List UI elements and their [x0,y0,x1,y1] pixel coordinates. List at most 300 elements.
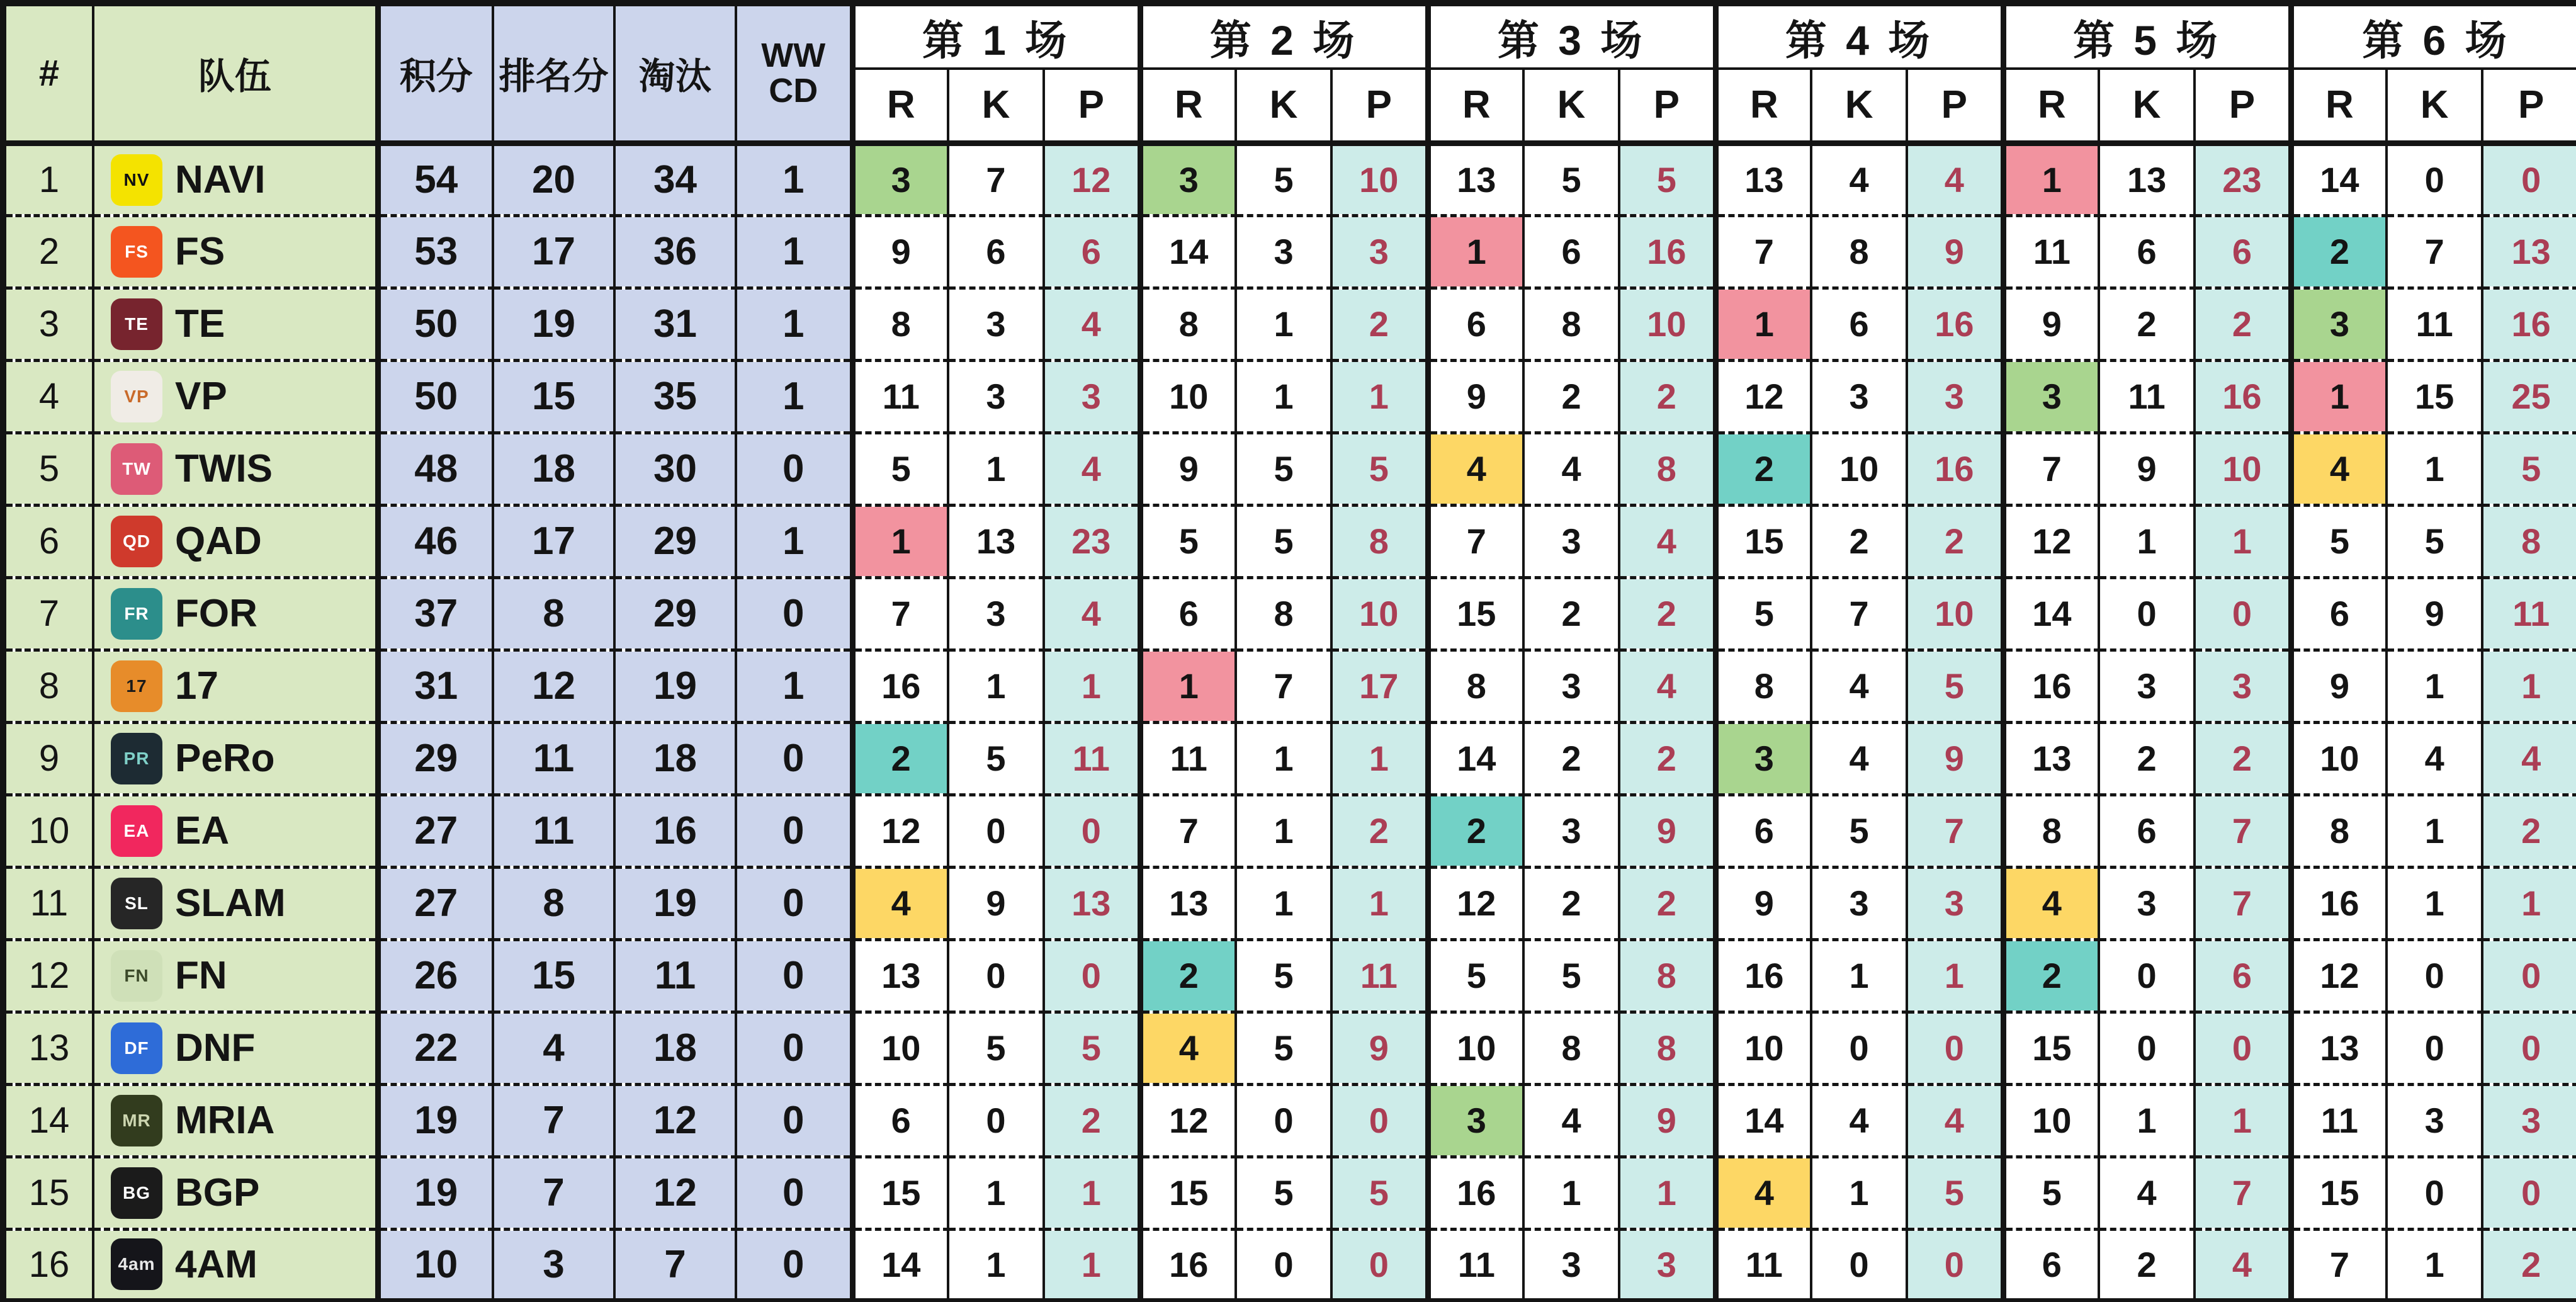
game-2-r-cell: 1 [1140,650,1236,722]
game-3-p-cell: 8 [1619,433,1715,505]
game-2-p-cell: 5 [1331,433,1428,505]
game-2-p-cell: 10 [1331,143,1428,215]
game-5-k-cell: 0 [2099,1012,2195,1084]
game-2-r-cell: 15 [1140,1157,1236,1229]
wwcd-cell: 1 [736,360,852,433]
game-2-k-cell: 1 [1236,288,1331,360]
wwcd-header-line2: CD [769,72,818,110]
game-6-k-cell: 15 [2387,360,2482,433]
rank-points-cell: 4 [493,1012,614,1084]
game-5-r-header: R [2003,69,2099,143]
team-wrap [94,588,375,640]
game-5-r-cell: 7 [2003,433,2099,505]
game-5-k-cell: 11 [2099,360,2195,433]
game-5-p-cell: 3 [2195,650,2291,722]
game-4-p-cell: 9 [1907,215,2003,288]
game-6-r-cell: 4 [2291,433,2387,505]
game-6-k-cell: 1 [2387,650,2482,722]
game-6-k-cell: 7 [2387,215,2482,288]
rank-points-cell: 8 [493,577,614,650]
game-3-k-header: K [1523,69,1619,143]
game-3-k-cell: 1 [1523,1157,1619,1229]
game-4-r-cell: 15 [1715,505,1811,577]
game-4-p-cell: 3 [1907,360,2003,433]
game-6-p-cell: 4 [2482,722,2576,795]
game-5-k-cell: 2 [2099,288,2195,360]
game-4-k-cell: 3 [1811,867,1907,939]
game-3-r-cell: 6 [1428,288,1523,360]
game-3-r-cell: 4 [1428,433,1523,505]
team-wrap [94,443,375,495]
game-3-k-cell: 4 [1523,1084,1619,1157]
game-4-r-cell: 10 [1715,1012,1811,1084]
game-2-p-cell: 1 [1331,360,1428,433]
team-logo: NV [111,154,162,206]
game-5-k-cell: 0 [2099,577,2195,650]
game-2-p-cell: 8 [1331,505,1428,577]
game-4-r-cell: 12 [1715,360,1811,433]
game-2-r-cell: 16 [1140,1229,1236,1301]
game-5-p-cell: 4 [2195,1229,2291,1301]
game-3-p-cell: 16 [1619,215,1715,288]
rank-cell: 12 [3,939,93,1012]
rank-cell: 16 [3,1229,93,1301]
team-row [3,722,2576,795]
game-2-p-cell: 0 [1331,1229,1428,1301]
kills-cell: 36 [614,215,736,288]
game-6-r-cell: 2 [2291,215,2387,288]
game-4-k-cell: 2 [1811,505,1907,577]
rank-cell: 13 [3,1012,93,1084]
game-3-r-cell: 8 [1428,650,1523,722]
points-cell: 29 [378,722,493,795]
wwcd-col-header [736,3,852,143]
game-5-r-cell: 14 [2003,577,2099,650]
rank-cell: 7 [3,577,93,650]
game-1-r-cell: 3 [852,143,948,215]
game-1-p-cell: 0 [1044,939,1140,1012]
rank-points-cell: 3 [493,1229,614,1301]
game-3-r-cell: 10 [1428,1012,1523,1084]
team-cell [93,650,378,722]
team-cell [93,433,378,505]
game-6-p-cell: 3 [2482,1084,2576,1157]
team-logo: QD [111,516,162,567]
game-6-r-cell: 12 [2291,939,2387,1012]
rank-points-cell: 20 [493,143,614,215]
team-logo: EA [111,805,162,857]
game-6-k-cell: 3 [2387,1084,2482,1157]
kills-cell: 16 [614,795,736,867]
game-1-r-cell: 1 [852,505,948,577]
rank-points-cell: 18 [493,433,614,505]
game-5-header: 第 5 场 [2003,3,2291,69]
game-3-r-cell: 7 [1428,505,1523,577]
game-2-p-cell: 2 [1331,288,1428,360]
wwcd-cell: 0 [736,795,852,867]
team-row [3,215,2576,288]
team-row [3,650,2576,722]
game-1-p-cell: 1 [1044,1229,1140,1301]
game-4-r-cell: 1 [1715,288,1811,360]
game-3-p-cell: 2 [1619,360,1715,433]
rank-points-cell: 19 [493,288,614,360]
game-1-r-cell: 10 [852,1012,948,1084]
team-wrap [94,950,375,1002]
game-5-p-cell: 1 [2195,505,2291,577]
game-5-p-cell: 0 [2195,577,2291,650]
game-6-k-cell: 1 [2387,433,2482,505]
game-3-k-cell: 6 [1523,215,1619,288]
game-2-p-cell: 5 [1331,1157,1428,1229]
game-6-p-cell: 16 [2482,288,2576,360]
game-1-k-cell: 6 [948,215,1044,288]
game-6-k-cell: 11 [2387,288,2482,360]
team-name: 4AM [175,1242,257,1286]
game-3-r-cell: 13 [1428,143,1523,215]
game-4-p-cell: 4 [1907,143,2003,215]
team-logo: FR [111,588,162,640]
game-6-k-cell: 1 [2387,795,2482,867]
game-3-k-cell: 5 [1523,143,1619,215]
rank-points-cell: 17 [493,505,614,577]
rank-cell: 3 [3,288,93,360]
game-6-p-cell: 0 [2482,1157,2576,1229]
team-cell [93,1229,378,1301]
team-wrap [94,1022,375,1074]
game-2-r-cell: 7 [1140,795,1236,867]
rank-cell: 14 [3,1084,93,1157]
game-4-k-cell: 4 [1811,1084,1907,1157]
game-2-r-cell: 9 [1140,433,1236,505]
game-4-k-cell: 6 [1811,288,1907,360]
game-3-r-cell: 11 [1428,1229,1523,1301]
team-logo: BG [111,1167,162,1219]
kills-cell: 31 [614,288,736,360]
team-name: FN [175,954,227,997]
game-2-r-cell: 14 [1140,215,1236,288]
game-4-p-cell: 5 [1907,650,2003,722]
game-2-p-cell: 1 [1331,722,1428,795]
team-name: BGP [175,1171,260,1214]
game-3-k-cell: 2 [1523,867,1619,939]
rank-points-col-header: 排名分 [493,3,614,143]
game-3-r-cell: 16 [1428,1157,1523,1229]
rank-cell: 4 [3,360,93,433]
game-4-k-header: K [1811,69,1907,143]
points-cell: 26 [378,939,493,1012]
team-logo: MR [111,1095,162,1146]
game-5-r-cell: 10 [2003,1084,2099,1157]
game-6-r-cell: 13 [2291,1012,2387,1084]
team-wrap [94,1238,375,1290]
game-3-k-cell: 2 [1523,360,1619,433]
game-3-k-cell: 5 [1523,939,1619,1012]
game-1-r-cell: 5 [852,433,948,505]
game-5-k-cell: 1 [2099,1084,2195,1157]
rank-points-cell: 12 [493,650,614,722]
points-cell: 27 [378,795,493,867]
game-4-r-cell: 7 [1715,215,1811,288]
points-cell: 19 [378,1084,493,1157]
game-3-p-cell: 10 [1619,288,1715,360]
game-6-p-cell: 0 [2482,939,2576,1012]
team-row [3,939,2576,1012]
game-5-r-cell: 13 [2003,722,2099,795]
game-4-p-cell: 16 [1907,288,2003,360]
game-3-k-cell: 3 [1523,650,1619,722]
rank-points-cell: 11 [493,795,614,867]
game-6-p-cell: 5 [2482,433,2576,505]
game-5-r-cell: 1 [2003,143,2099,215]
team-wrap [94,516,375,567]
game-5-p-cell: 7 [2195,795,2291,867]
game-2-p-cell: 11 [1331,939,1428,1012]
game-3-header: 第 3 场 [1428,3,1715,69]
game-5-k-cell: 9 [2099,433,2195,505]
points-col-header: 积分 [378,3,493,143]
game-1-p-cell: 0 [1044,795,1140,867]
team-logo: TE [111,298,162,350]
team-col-header: 队伍 [93,3,378,143]
game-6-r-cell: 9 [2291,650,2387,722]
game-1-p-cell: 12 [1044,143,1140,215]
game-6-r-cell: 8 [2291,795,2387,867]
game-2-k-cell: 1 [1236,795,1331,867]
wwcd-cell: 1 [736,143,852,215]
game-6-p-header: P [2482,69,2576,143]
game-1-k-cell: 0 [948,795,1044,867]
game-1-k-cell: 3 [948,360,1044,433]
game-1-r-cell: 15 [852,1157,948,1229]
game-3-p-cell: 1 [1619,1157,1715,1229]
game-1-k-cell: 9 [948,867,1044,939]
game-4-r-cell: 6 [1715,795,1811,867]
game-5-r-cell: 9 [2003,288,2099,360]
game-3-k-cell: 2 [1523,577,1619,650]
wwcd-header-line1: WW [761,37,826,75]
game-5-p-cell: 1 [2195,1084,2291,1157]
game-4-k-cell: 0 [1811,1229,1907,1301]
points-cell: 46 [378,505,493,577]
game-2-r-cell: 4 [1140,1012,1236,1084]
game-5-r-cell: 5 [2003,1157,2099,1229]
game-5-p-header: P [2195,69,2291,143]
game-6-r-cell: 3 [2291,288,2387,360]
game-4-r-cell: 8 [1715,650,1811,722]
game-1-r-cell: 16 [852,650,948,722]
game-5-r-cell: 8 [2003,795,2099,867]
rank-points-cell: 7 [493,1157,614,1229]
team-row [3,1157,2576,1229]
team-wrap [94,660,375,712]
game-2-k-cell: 5 [1236,1012,1331,1084]
game-2-k-cell: 1 [1236,722,1331,795]
game-6-p-cell: 1 [2482,867,2576,939]
game-6-k-cell: 4 [2387,722,2482,795]
kills-cell: 19 [614,650,736,722]
game-5-p-cell: 7 [2195,867,2291,939]
game-4-p-cell: 5 [1907,1157,2003,1229]
game-2-p-cell: 2 [1331,795,1428,867]
game-6-p-cell: 2 [2482,795,2576,867]
game-2-p-cell: 9 [1331,1012,1428,1084]
game-6-p-cell: 0 [2482,143,2576,215]
team-row [3,867,2576,939]
game-1-r-cell: 14 [852,1229,948,1301]
game-3-p-cell: 8 [1619,1012,1715,1084]
rank-points-cell: 8 [493,867,614,939]
team-cell [93,577,378,650]
team-name: QAD [175,519,262,563]
game-5-p-cell: 6 [2195,215,2291,288]
game-2-r-cell: 3 [1140,143,1236,215]
game-5-r-cell: 15 [2003,1012,2099,1084]
game-5-r-cell: 3 [2003,360,2099,433]
points-cell: 53 [378,215,493,288]
game-1-k-cell: 1 [948,650,1044,722]
game-4-r-cell: 16 [1715,939,1811,1012]
team-logo: TW [111,443,162,495]
points-cell: 22 [378,1012,493,1084]
game-5-p-cell: 2 [2195,288,2291,360]
rank-cell: 8 [3,650,93,722]
game-6-p-cell: 8 [2482,505,2576,577]
game-2-r-cell: 12 [1140,1084,1236,1157]
game-6-k-cell: 1 [2387,867,2482,939]
game-2-r-cell: 2 [1140,939,1236,1012]
game-3-p-cell: 5 [1619,143,1715,215]
team-row [3,795,2576,867]
game-5-p-cell: 7 [2195,1157,2291,1229]
game-1-k-cell: 1 [948,433,1044,505]
team-name: DNF [175,1026,256,1070]
game-3-p-cell: 2 [1619,722,1715,795]
kills-cell: 35 [614,360,736,433]
game-4-p-cell: 0 [1907,1012,2003,1084]
game-3-k-cell: 2 [1523,722,1619,795]
game-3-r-cell: 14 [1428,722,1523,795]
game-5-p-cell: 16 [2195,360,2291,433]
team-name: PeRo [175,737,275,780]
game-5-k-cell: 6 [2099,215,2195,288]
team-wrap [94,1167,375,1219]
rank-points-cell: 7 [493,1084,614,1157]
rank-cell: 10 [3,795,93,867]
wwcd-cell: 0 [736,1012,852,1084]
game-5-r-cell: 12 [2003,505,2099,577]
game-5-k-cell: 13 [2099,143,2195,215]
game-2-r-cell: 10 [1140,360,1236,433]
team-row [3,288,2576,360]
team-cell [93,939,378,1012]
game-6-p-cell: 11 [2482,577,2576,650]
game-6-k-cell: 0 [2387,939,2482,1012]
team-name: NAVI [175,158,266,201]
team-cell [93,1084,378,1157]
game-4-k-cell: 8 [1811,215,1907,288]
game-5-p-cell: 6 [2195,939,2291,1012]
game-4-p-header: P [1907,69,2003,143]
game-6-r-cell: 14 [2291,143,2387,215]
wwcd-cell: 0 [736,1157,852,1229]
game-6-r-cell: 15 [2291,1157,2387,1229]
game-5-r-cell: 6 [2003,1229,2099,1301]
game-4-r-header: R [1715,69,1811,143]
game-2-header: 第 2 场 [1140,3,1428,69]
game-2-p-cell: 0 [1331,1084,1428,1157]
game-4-p-cell: 16 [1907,433,2003,505]
team-cell [93,795,378,867]
team-logo: FN [111,950,162,1002]
game-2-k-cell: 5 [1236,1157,1331,1229]
team-name: MRIA [175,1099,275,1142]
game-4-k-cell: 10 [1811,433,1907,505]
points-cell: 31 [378,650,493,722]
game-5-k-cell: 2 [2099,1229,2195,1301]
game-6-p-cell: 1 [2482,650,2576,722]
team-cell [93,1012,378,1084]
game-3-r-cell: 5 [1428,939,1523,1012]
game-2-r-cell: 11 [1140,722,1236,795]
team-row [3,433,2576,505]
game-1-k-cell: 1 [948,1157,1044,1229]
rank-cell: 5 [3,433,93,505]
game-5-k-header: K [2099,69,2195,143]
team-name: FOR [175,592,257,635]
game-4-k-cell: 4 [1811,650,1907,722]
team-wrap [94,226,375,278]
team-cell [93,288,378,360]
game-3-r-cell: 12 [1428,867,1523,939]
game-6-k-cell: 0 [2387,1012,2482,1084]
team-name: SLAM [175,881,286,925]
game-1-r-cell: 13 [852,939,948,1012]
game-5-p-cell: 10 [2195,433,2291,505]
game-1-r-cell: 4 [852,867,948,939]
game-6-p-cell: 2 [2482,1229,2576,1301]
team-logo: 4am [111,1238,162,1290]
game-5-k-cell: 3 [2099,650,2195,722]
game-1-r-cell: 6 [852,1084,948,1157]
game-3-k-cell: 8 [1523,1012,1619,1084]
game-2-k-cell: 5 [1236,143,1331,215]
game-1-p-cell: 2 [1044,1084,1140,1157]
game-3-p-cell: 9 [1619,795,1715,867]
game-4-k-cell: 4 [1811,722,1907,795]
game-2-p-cell: 1 [1331,867,1428,939]
team-row [3,143,2576,215]
game-2-k-cell: 3 [1236,215,1331,288]
game-3-k-cell: 3 [1523,795,1619,867]
kills-cell: 34 [614,143,736,215]
game-6-k-header: K [2387,69,2482,143]
kills-cell: 18 [614,722,736,795]
kills-cell: 12 [614,1084,736,1157]
wwcd-cell: 0 [736,1229,852,1301]
rank-cell: 9 [3,722,93,795]
game-2-k-cell: 5 [1236,939,1331,1012]
game-5-r-cell: 11 [2003,215,2099,288]
game-5-p-cell: 0 [2195,1012,2291,1084]
rank-points-cell: 15 [493,939,614,1012]
game-5-r-cell: 16 [2003,650,2099,722]
game-1-p-cell: 4 [1044,577,1140,650]
game-1-header: 第 1 场 [852,3,1140,69]
game-2-k-cell: 0 [1236,1229,1331,1301]
game-4-k-cell: 3 [1811,360,1907,433]
game-4-k-cell: 7 [1811,577,1907,650]
